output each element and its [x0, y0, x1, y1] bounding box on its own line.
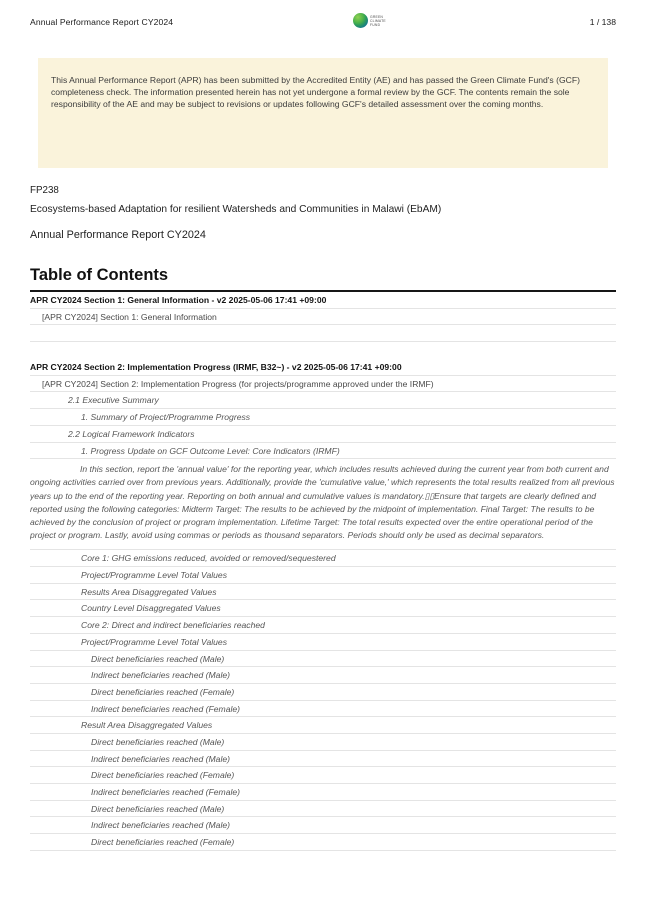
toc-entry: Indirect beneficiaries reached (Female) [30, 784, 616, 801]
toc-entry: Core 1: GHG emissions reduced, avoided or removed/sequestered [30, 550, 616, 567]
toc-empty-row [30, 325, 616, 342]
page-header [0, 0, 646, 28]
toc-entry: Core 2: Direct and indirect beneficiaries reached [30, 617, 616, 634]
funding-proposal-number: FP238 [30, 185, 59, 196]
toc-instruction-paragraph: In this section, report the 'annual value' for the reporting year, which includes results achieved during the current year from both current and ongoing activities carried over from previous years. Additionally, provide the 'cumulative value,' which represents the total results realized from all previous years up to the end of the reporting year. Reporting on both annual and cumulative values is mandatory.▯▯Ensure that targets are clearly defined and reported using the following categories: Midterm Target: The results to be achieved by the midpoint of implementation. Final Target: The results to be achieved by the conclusion of project or program implementation. Lifetime Target: The total results expected over the entire operational period of the project or program. Lastly, avoid using commas or periods as thousand separators. Periods should only be used as decimal separators. [30, 459, 616, 550]
toc-heading: Table of Contents [30, 266, 616, 292]
toc-entry: Indirect beneficiaries reached (Male) [30, 751, 616, 768]
toc-entry: Direct beneficiaries reached (Male) [30, 801, 616, 818]
toc-section-heading: APR CY2024 Section 1: General Information - v2 2025-05-06 17:41 +09:00 [30, 292, 616, 309]
toc-entry: Direct beneficiaries reached (Male) [30, 651, 616, 668]
toc-entry: Result Area Disaggregated Values [30, 717, 616, 734]
toc-rows [30, 292, 616, 851]
toc-entry: 2.1 Executive Summary [30, 392, 616, 409]
gcf-logo-text [370, 15, 386, 27]
toc-entry: Direct beneficiaries reached (Female) [30, 767, 616, 784]
gcf-globe-icon [353, 13, 368, 28]
gcf-logo-text-line: FUND [370, 22, 381, 27]
project-title: Ecosystems-based Adaptation for resilient Watersheds and Communities in Malawi (EbAM) [30, 204, 442, 215]
page-number-indicator: 1 / 138 [589, 17, 616, 27]
toc-entry: Direct beneficiaries reached (Female) [30, 684, 616, 701]
toc-entry: [APR CY2024] Section 2: Implementation Progress (for projects/programme approved under the IRMF) [30, 376, 616, 393]
toc-entry: 2.2 Logical Framework Indicators [30, 426, 616, 443]
report-title: Annual Performance Report CY2024 [30, 229, 206, 241]
toc-entry: Indirect beneficiaries reached (Female) [30, 701, 616, 718]
gcf-logo [353, 13, 386, 28]
toc-entry: 1. Summary of Project/Programme Progress [30, 409, 616, 426]
toc-entry: Project/Programme Level Total Values [30, 567, 616, 584]
toc-entry: Direct beneficiaries reached (Male) [30, 734, 616, 751]
toc-entry: Indirect beneficiaries reached (Male) [30, 667, 616, 684]
gcf-logo-text-line: GREEN [370, 14, 384, 19]
table-of-contents [0, 266, 646, 851]
toc-entry: 1. Progress Update on GCF Outcome Level: Core Indicators (IRMF) [30, 443, 616, 460]
title-block [0, 168, 646, 243]
completeness-notice-box [38, 58, 608, 168]
header-report-title: Annual Performance Report CY2024 [30, 17, 174, 27]
toc-entry: Country Level Disaggregated Values [30, 600, 616, 617]
toc-entry: Direct beneficiaries reached (Female) [30, 834, 616, 851]
gcf-logo-text-line: CLIMATE [370, 18, 386, 23]
toc-entry: [APR CY2024] Section 1: General Information [30, 309, 616, 326]
toc-entry: Project/Programme Level Total Values [30, 634, 616, 651]
completeness-notice-text: This Annual Performance Report (APR) has been submitted by the Accredited Entity (AE) and has passed the Green Climate Fund's (GCF) completeness check. The information presented herein has not yet undergone a formal review by the GCF. The contents remain the sole responsibility of the AE and may be subject to revisions or updates following GCF's detailed assessment over the coming months. [51, 75, 580, 109]
toc-entry: Results Area Disaggregated Values [30, 584, 616, 601]
toc-entry: Indirect beneficiaries reached (Male) [30, 817, 616, 834]
toc-section-heading: APR CY2024 Section 2: Implementation Progress (IRMF, B32~) - v2 2025-05-06 17:41 +09:00 [30, 359, 616, 376]
